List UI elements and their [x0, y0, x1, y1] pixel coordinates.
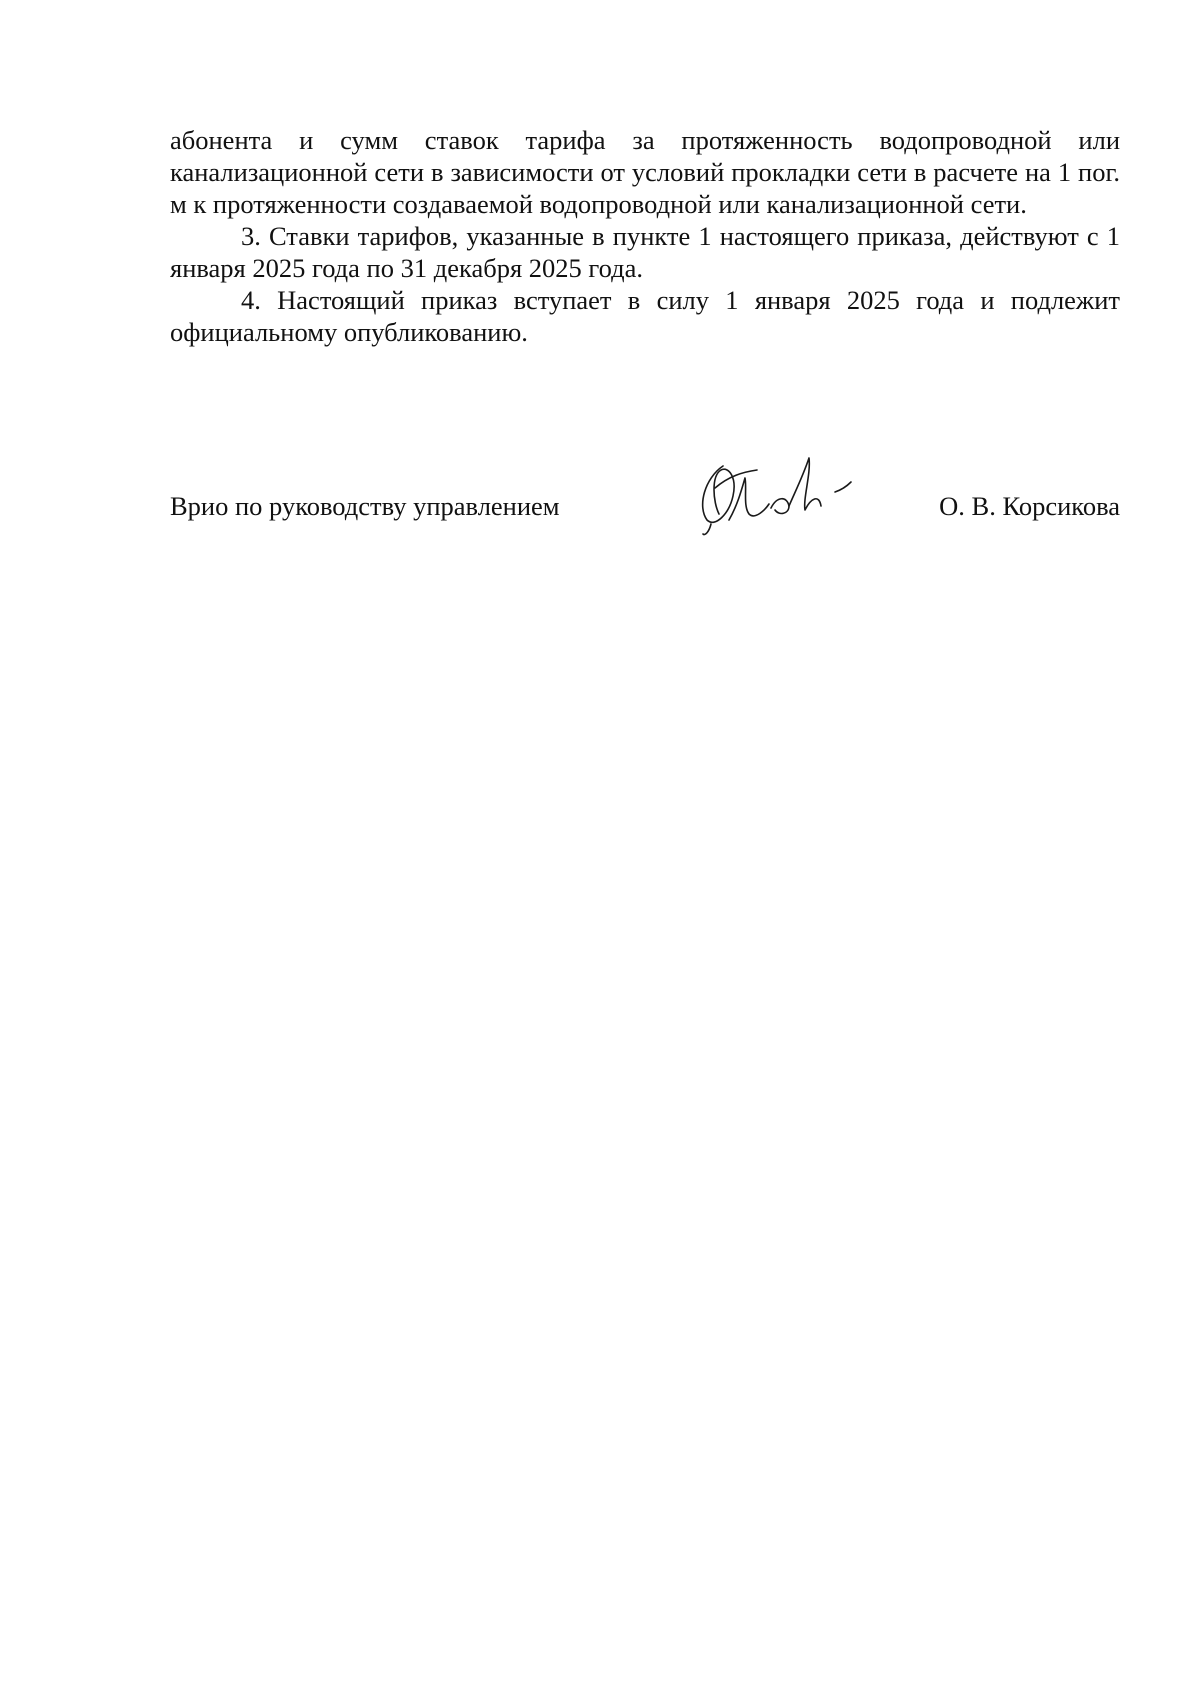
paragraph-item-3: 3. Ставки тарифов, указанные в пункте 1 настоящего приказа, действуют с 1 января 2025 года по 31 декабря 2025 года. [170, 221, 1120, 283]
signatory-position: Врио по руководству управлением [170, 491, 560, 521]
signatory-name: О. В. Корсикова [939, 491, 1120, 521]
signature-block [170, 448, 1120, 528]
document-body [170, 124, 1120, 348]
handwritten-signature-icon [685, 448, 875, 538]
paragraph-item-4: 4. Настоящий приказ вступает в силу 1 января 2025 года и подлежит официальному опубликованию. [170, 285, 1120, 347]
paragraph-continuation: абонента и сумм ставок тарифа за протяженность водопроводной или канализационной сети в зависимости от условий прокладки сети в расчете на 1 пог. м к протяженности создаваемой водопроводной или канализационной сети. [170, 125, 1120, 219]
